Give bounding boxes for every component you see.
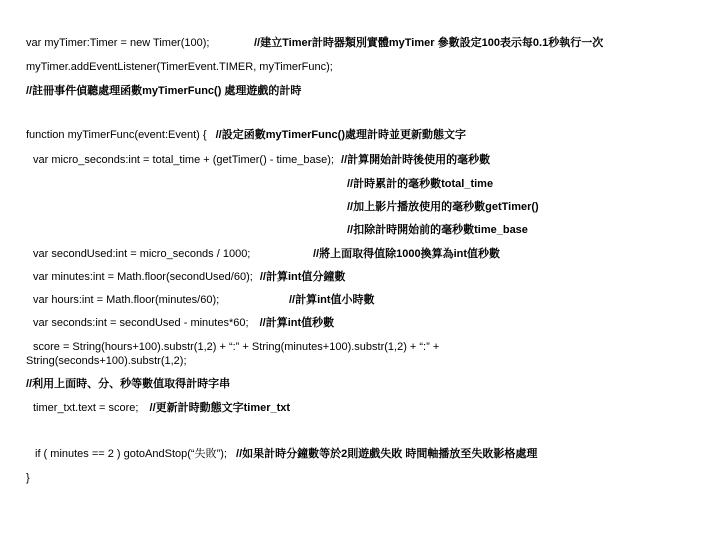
code-comment: //計算int值分鐘數 [259, 271, 346, 283]
code-text: var myTimer:Timer = new Timer(100); [26, 37, 210, 49]
code-line-17 [35, 447, 537, 461]
code-text: var hours:int = Math.floor(minutes/60); [33, 294, 220, 306]
code-line-8 [347, 223, 528, 237]
code-comment: //計算int值秒數 [259, 317, 335, 329]
code-comment: //建立Timer計時器類別實體myTimer 參數設定100表示每0.1秒執行一次 [254, 37, 604, 49]
code-text: } [26, 472, 30, 484]
code-comment: //將上面取得值除1000換算為int值秒數 [313, 248, 501, 260]
code-line-14 [26, 354, 187, 368]
code-comment: //利用上面時、分、秒等數值取得計時字串 [26, 378, 231, 390]
code-comment: //扣除計時開始前的毫秒數time_base [347, 224, 528, 236]
code-line-1 [26, 36, 604, 50]
code-line-18 [26, 471, 30, 485]
code-line-16 [33, 401, 290, 415]
code-text: score = String(hours+100).substr(1,2) + “:” + String(minutes+100).substr(1,2) + “:” + [33, 341, 440, 353]
code-text: var seconds:int = secondUsed - minutes*60; [33, 317, 249, 329]
code-comment: //設定函數myTimerFunc()處理計時並更新動態文字 [215, 129, 466, 141]
code-comment: //註冊事件偵聽處理函數myTimerFunc() 處理遊戲的計時 [26, 85, 302, 97]
code-line-3 [26, 84, 301, 98]
code-line-7 [347, 200, 539, 214]
code-comment: //更新計時動態文字timer_txt [149, 402, 291, 414]
code-text: String(seconds+100).substr(1,2); [26, 355, 187, 367]
code-comment: //計算int值小時數 [289, 294, 375, 306]
code-text: var secondUsed:int = micro_seconds / 1000; [33, 248, 251, 260]
code-text: myTimer.addEventListener(TimerEvent.TIMER, myTimerFunc); [26, 61, 333, 73]
code-line-15 [26, 377, 230, 391]
code-text: function myTimerFunc(event:Event) { [26, 129, 207, 141]
code-comment: //計時累計的毫秒數total_time [347, 178, 494, 190]
code-text: var micro_seconds:int = total_time + (getTimer() - time_base); [33, 154, 334, 166]
code-comment: //計算開始計時後使用的毫秒數 [341, 154, 491, 166]
code-line-11 [33, 293, 375, 307]
code-text: var minutes:int = Math.floor(secondUsed/60); [33, 271, 253, 283]
code-line-10 [33, 270, 345, 284]
code-line-6 [347, 177, 493, 191]
code-line-12 [33, 316, 334, 330]
code-text: timer_txt.text = score; [33, 402, 139, 414]
code-text: if ( minutes == 2 ) gotoAndStop(“失敗”); [35, 448, 227, 460]
code-line-13 [33, 340, 439, 354]
code-line-4 [26, 128, 466, 142]
code-line-5 [33, 153, 490, 167]
code-line-2 [26, 60, 333, 74]
code-comment: //加上影片播放使用的毫秒數getTimer() [347, 201, 539, 213]
code-line-9 [33, 247, 501, 261]
code-comment: //如果計時分鐘數等於2則遊戲失敗 時間軸播放至失敗影格處理 [236, 448, 538, 460]
